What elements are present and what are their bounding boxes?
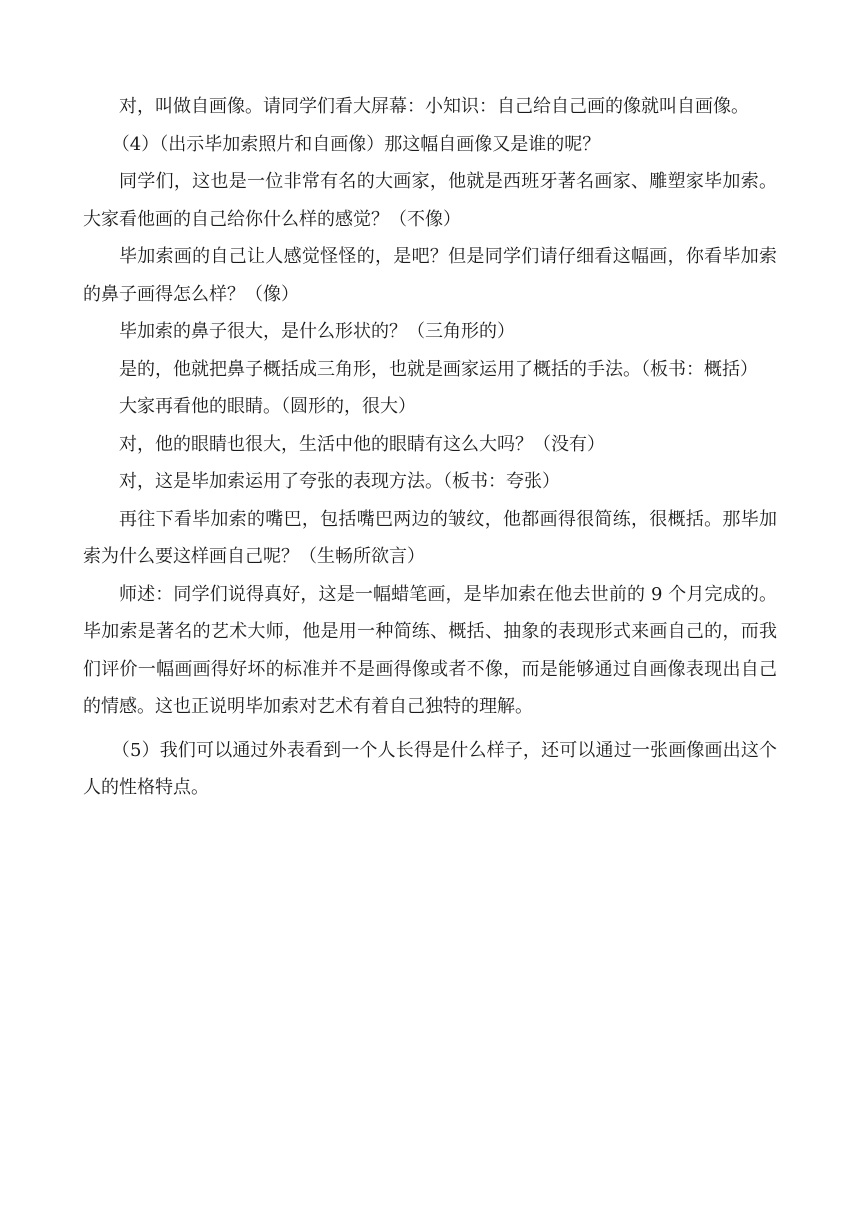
paragraph-eyes: 大家再看他的眼睛。（圆形的，很大）	[119, 396, 416, 417]
document-body	[83, 88, 777, 807]
paragraph-exaggeration: 对，这是毕加索运用了夸张的表现方法。（板书：夸张）	[119, 471, 560, 492]
paragraph-nose-shape: 毕加索的鼻子很大，是什么形状的？（三角形的）	[119, 321, 515, 342]
paragraph-mouth: 再往下看毕加索的嘴巴，包括嘴巴两边的皱纹，他都画得很简练，很概括。那毕加索为什么要这样画自己呢？（生畅所欲言）	[83, 508, 777, 567]
paragraph-generalization: 是的，他就把鼻子概括成三角形，也就是画家运用了概括的手法。（板书：概括）	[119, 358, 758, 380]
paragraph-picasso-intro: 同学们，这也是一位非常有名的大画家，他就是西班牙著名画家、雕塑家毕加索。大家看他画的自己给你什么样的感觉？（不像）	[83, 171, 777, 230]
paragraph-step-4: （4）（出示毕加索照片和自画像）那这幅自画像又是谁的呢？	[111, 133, 601, 155]
paragraph-eyes-question: 对，他的眼睛也很大，生活中他的眼睛有这么大吗？（没有）	[119, 433, 605, 455]
paragraph-teacher-summary: 师述：同学们说得真好，这是一幅蜡笔画，是毕加索在他去世前的 9 个月完成的。毕加索是著名的艺术大师，他是用一种简练、概括、抽象的表现形式来画自己的，而我们评价一幅画画得好坏的标准并不是画得像或者不像，而是能够通过自画像表现出自己的情感。这也正说明毕加索对艺术有着自己独特的理解。	[83, 583, 777, 717]
paragraph-self-portrait-definition: 对，叫做自画像。请同学们看大屏幕：小知识：自己给自己画的像就叫自画像。	[119, 96, 749, 117]
paragraph-step-5: （5）我们可以通过外表看到一个人长得是什么样子，还可以通过一张画像画出这个人的性格特点。	[83, 739, 777, 798]
paragraph-nose-question: 毕加索画的自己让人感觉怪怪的，是吧？但是同学们请仔细看这幅画，你看毕加索的鼻子画得怎么样？（像）	[83, 246, 777, 305]
